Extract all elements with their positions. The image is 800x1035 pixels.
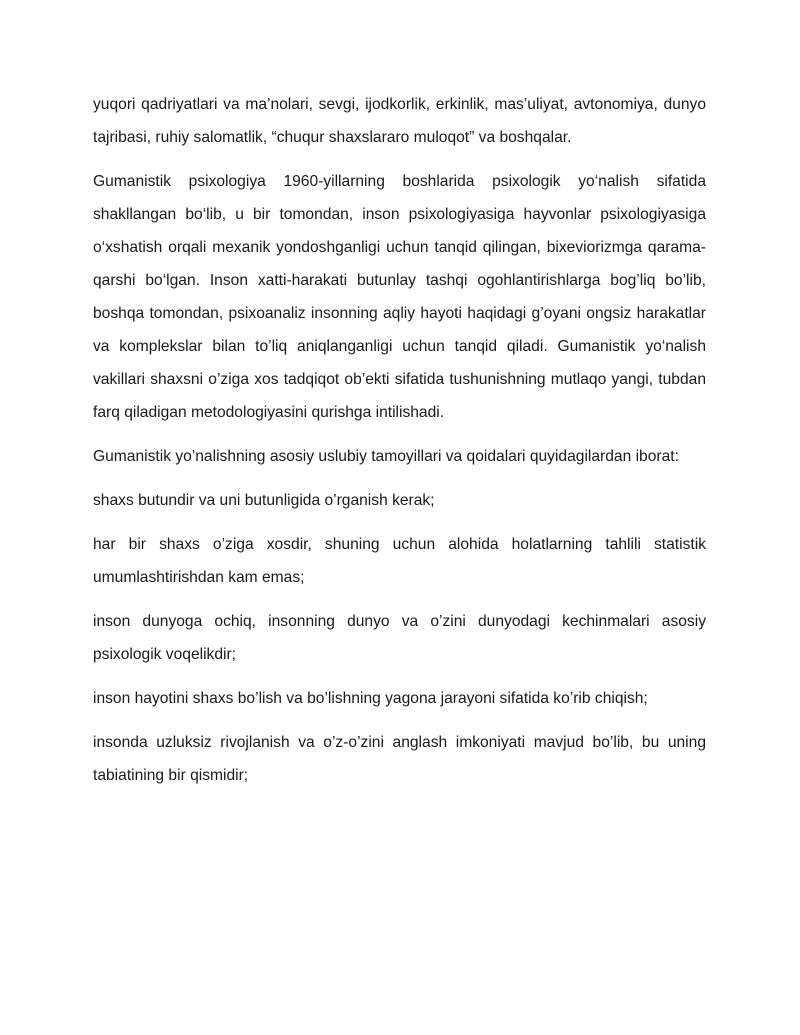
- paragraph-principle-uniqueness: har bir shaxs o’ziga xosdir, shuning uchun alohida holatlarning tahlili statistik umumlashtirishdan kam emas;: [93, 536, 706, 586]
- paragraph-principles-intro: Gumanistik yo’nalishning asosiy uslubiy tamoyillari va qoidalari quyidagilardan iborat:: [93, 448, 679, 465]
- paragraph-principle-development: insonda uzluksiz rivojlanish va o’z-o’zini anglash imkoniyati mavjud bo’lib, bu uning tabiatining bir qismidir;: [93, 734, 706, 784]
- paragraph-principle-openness: inson dunyoga ochiq, insonning dunyo va o’zini dunyodagi kechinmalari asosiy psixologik voqelikdir;: [93, 613, 706, 663]
- paragraph-principle-becoming: inson hayotini shaxs bo’lish va bo’lishning yagona jarayoni sifatida ko’rib chiqish;: [93, 690, 648, 707]
- paragraph-humanistic-origins: Gumanistik psixologiya 1960-yillarning boshlarida psixologik yo‘nalish sifatida shakllangan bo‘lib, u bir tomondan, inson psixologiyasiga hayvonlar psixologiyasiga o‘xshatish orqali mexanik yondoshganligi uchun tanqid qilingan, bixeviorizmga qarama-qarshi bo‘lgan. Inson xatti-harakati butunlay tashqi ogohlantirishlarga bog’liq bo’lib, boshqa tomondan, psixoanaliz insonning aqliy hayoti haqidagi g’oyani ongsiz harakatlar va komplekslar bilan to’liq aniqlanganligi uchun tanqid qiladi. Gumanistik yo‘nalish vakillari shaxsni o’ziga xos tadqiqot ob’ekti sifatida tushunishning mutlaqo yangi, tubdan farq qiladigan metodologiyasini qurishga intilishadi.: [93, 173, 706, 421]
- paragraph-values-list: yuqori qadriyatlari va ma’nolari, sevgi, ijodkorlik, erkinlik, mas’uliyat, avtonomiya, dunyo tajribasi, ruhiy salomatlik, “chuqur shaxslararo muloqot” va boshqalar.: [93, 96, 706, 146]
- paragraph-principle-wholeness: shaxs butundir va uni butunligida o’rganish kerak;: [93, 492, 435, 509]
- document-page: [93, 88, 706, 803]
